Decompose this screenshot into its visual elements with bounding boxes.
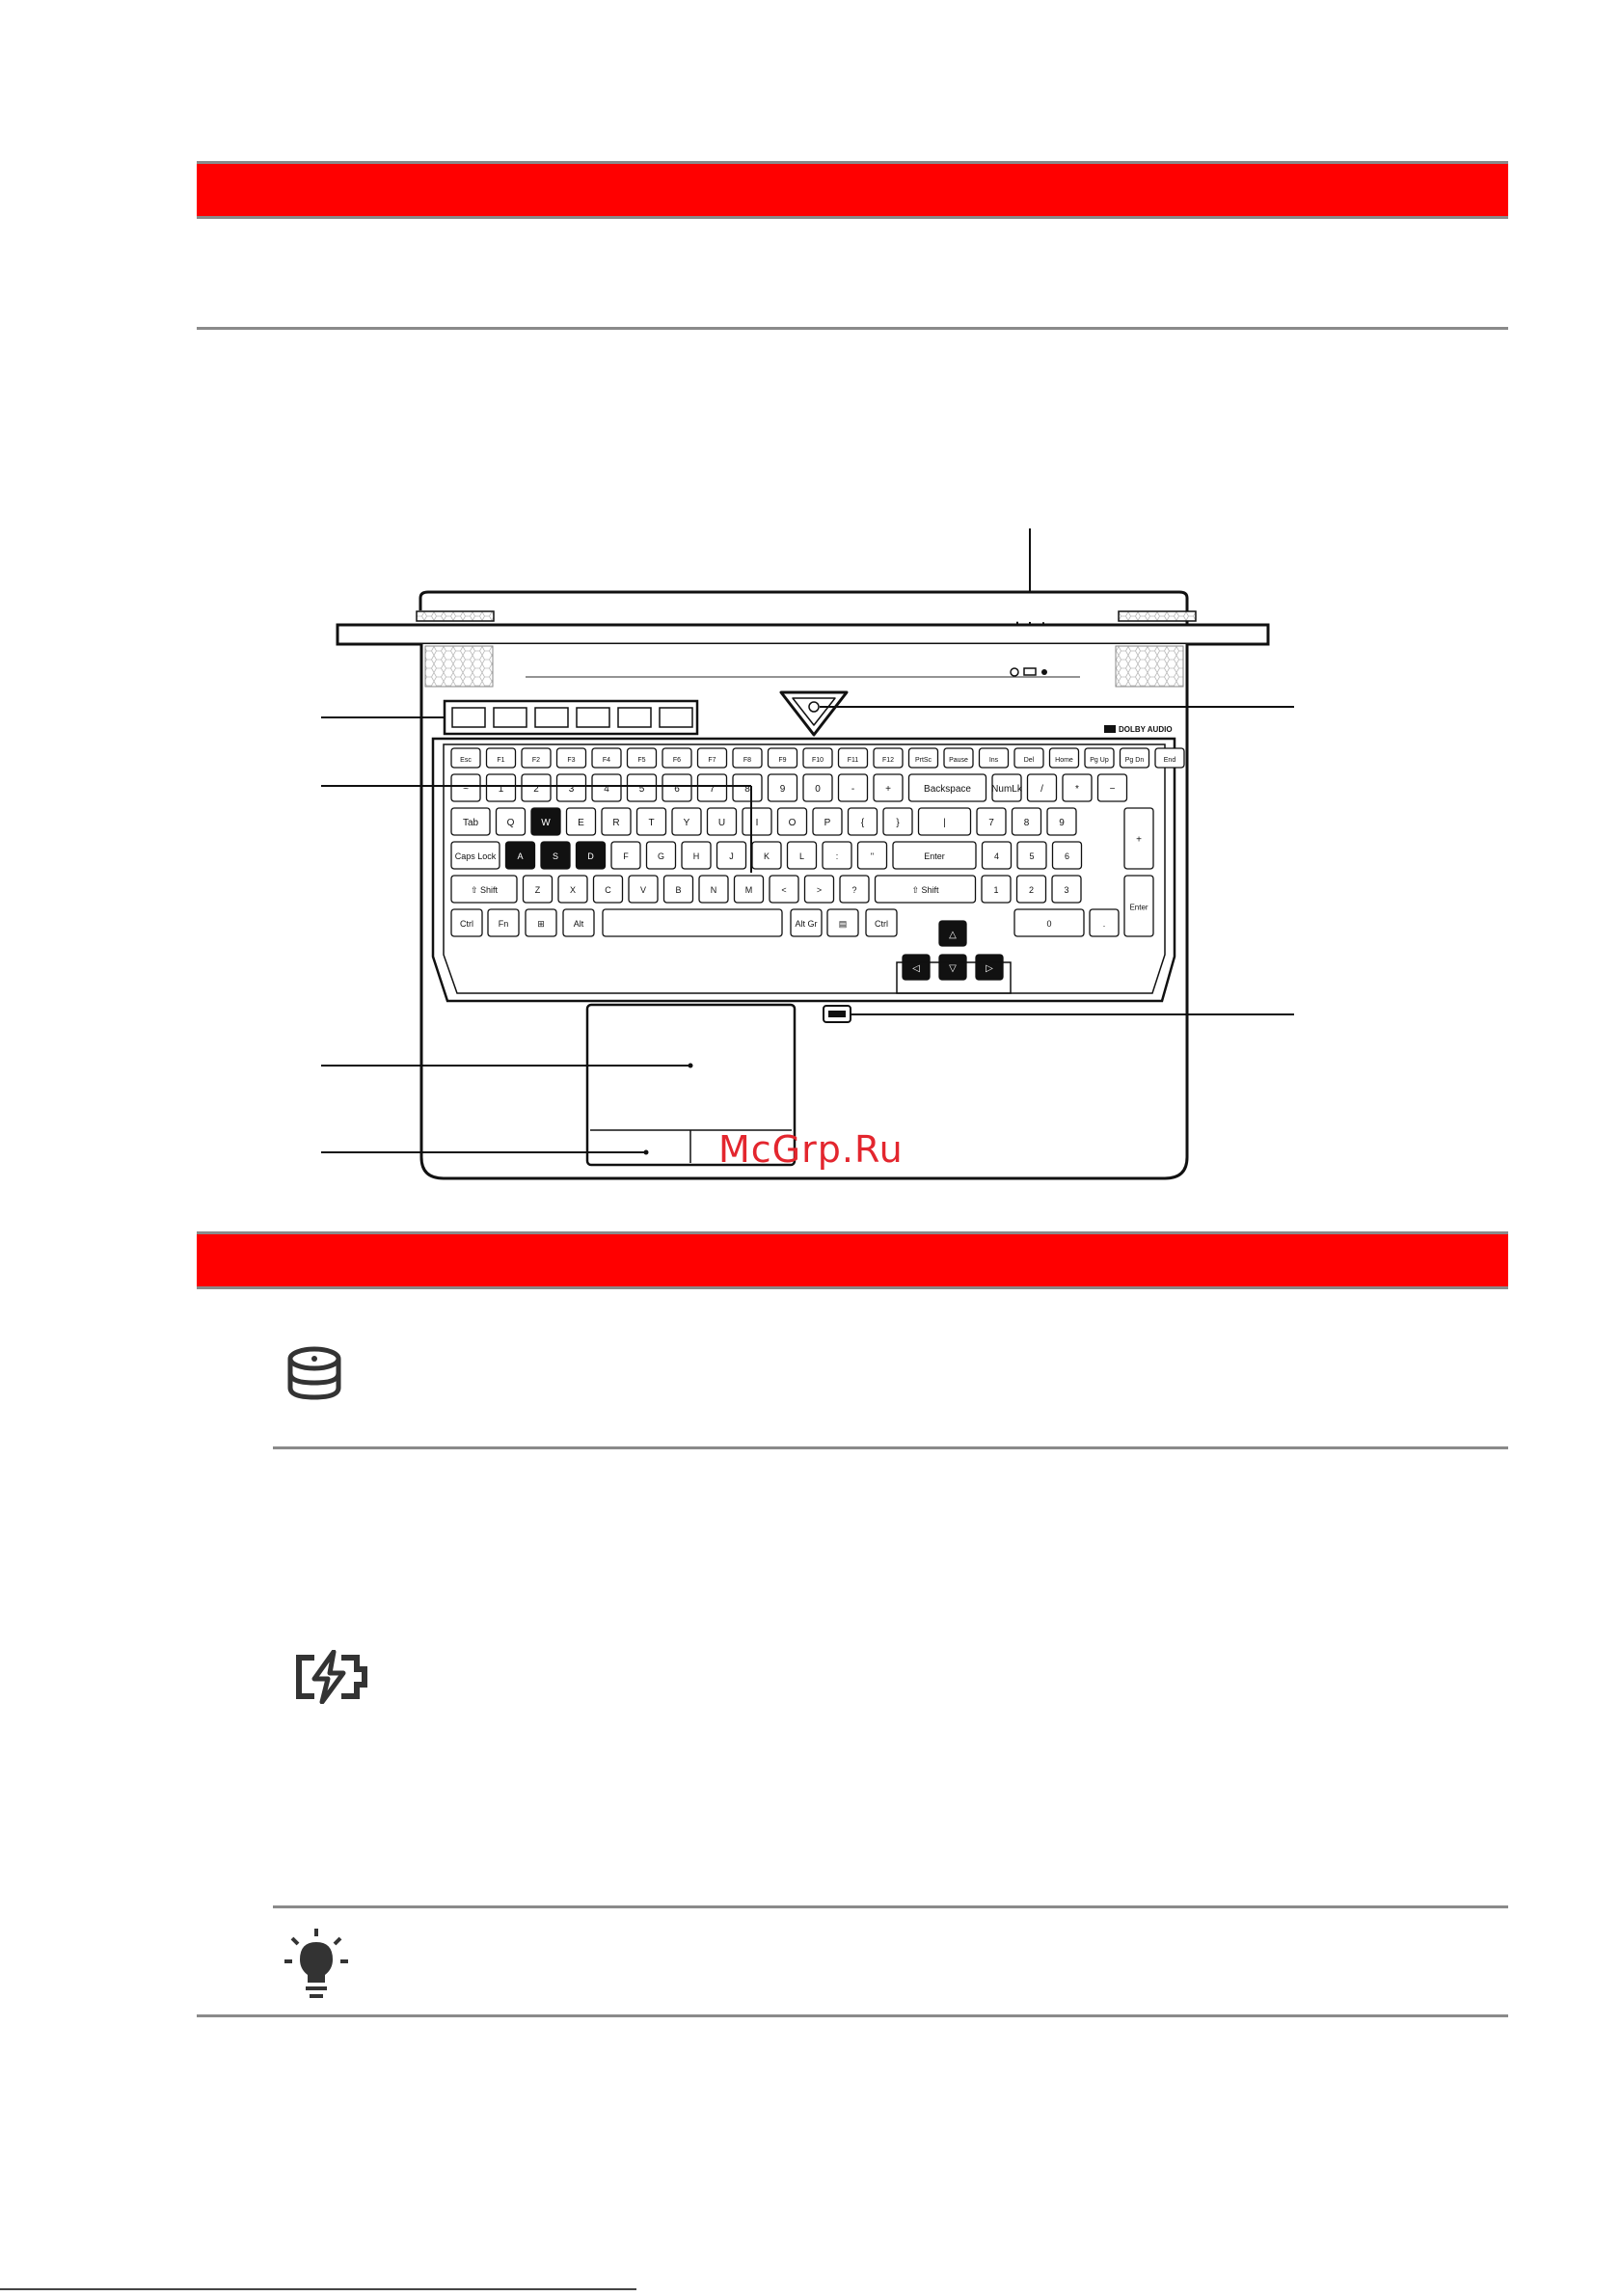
- key-label: ◁: [912, 963, 920, 974]
- key-label: F4: [602, 757, 611, 764]
- key-label: End: [1163, 757, 1176, 764]
- key-label: F2: [531, 757, 541, 764]
- key-label: W: [541, 818, 551, 828]
- key-label: 0: [815, 784, 821, 795]
- key-label: Backspace: [924, 784, 971, 795]
- key-label: F: [623, 851, 629, 861]
- key-label: E: [578, 818, 584, 828]
- key-label: N: [710, 885, 717, 895]
- key-label: Enter: [1129, 903, 1148, 912]
- key-label: 7: [988, 818, 994, 828]
- key-label: *: [1075, 784, 1079, 795]
- key-label: F11: [847, 757, 859, 764]
- key-label: K: [763, 851, 770, 861]
- key-label: F8: [743, 757, 752, 764]
- key-label: ⇧ Shift: [470, 885, 499, 895]
- key-label: S: [552, 851, 559, 861]
- key-label: ": [870, 851, 875, 861]
- key-label: Z: [534, 885, 541, 895]
- key-label: +: [885, 784, 891, 795]
- key-label: /: [1040, 784, 1043, 795]
- key-label: Ctrl: [875, 919, 888, 929]
- key-label: 8: [1023, 818, 1030, 828]
- key-label: Esc: [460, 757, 472, 764]
- key-label: 4: [993, 851, 1000, 861]
- key-label: ▤: [838, 919, 848, 929]
- key-label: B: [675, 885, 682, 895]
- key-label: Ins: [988, 757, 999, 764]
- key-label: 1: [498, 784, 504, 795]
- key-label: F5: [637, 757, 646, 764]
- battery-charging-icon: [293, 1650, 370, 1704]
- key-label: 6: [1064, 851, 1070, 861]
- key-label: J: [729, 851, 734, 861]
- key-label: 3: [1064, 885, 1069, 895]
- key-label: R: [612, 818, 620, 828]
- key-label: F6: [672, 757, 682, 764]
- key-label: P: [824, 818, 831, 828]
- speaker-grille-right: [1116, 646, 1183, 687]
- key-label: >: [816, 885, 823, 895]
- hdd-icon: [284, 1345, 345, 1403]
- key-label: 5: [1029, 851, 1035, 861]
- key-label: ⇧ Shift: [911, 885, 939, 895]
- key-label: ⊞: [537, 919, 545, 929]
- key-label: 6: [674, 784, 680, 795]
- key-label: Y: [683, 818, 690, 828]
- key-label: 3: [568, 784, 575, 795]
- key-label: Home: [1055, 757, 1073, 764]
- key-label: Caps Lock: [454, 851, 497, 861]
- key-label: G: [657, 851, 665, 861]
- key-label: 9: [1059, 818, 1065, 828]
- key-label: F9: [778, 757, 787, 764]
- key-label: 0: [1046, 919, 1052, 929]
- watermark: McGrp.Ru: [718, 1128, 904, 1171]
- key-label: 4: [604, 784, 609, 795]
- key-label: A: [517, 851, 524, 861]
- key-label: 5: [638, 784, 645, 795]
- key-label: ?: [851, 885, 857, 895]
- key-label: :: [835, 851, 839, 861]
- key-label: Enter: [924, 851, 945, 861]
- key-label: X: [569, 885, 577, 895]
- key-label: H: [692, 851, 700, 861]
- lid-hinge-bar: [338, 625, 1268, 644]
- lightbulb-icon: [283, 1927, 350, 2002]
- key-label: −: [1109, 784, 1116, 795]
- key-label: F3: [567, 757, 576, 764]
- key-label: V: [639, 885, 647, 895]
- key-label: T: [648, 818, 655, 828]
- key-label: Ctrl: [460, 919, 473, 929]
- key-label: F10: [811, 757, 824, 764]
- section-header-bar-middle: [197, 1231, 1508, 1289]
- speaker-grille-left: [425, 646, 493, 687]
- section-rule-bottom: [197, 2014, 1508, 2017]
- key-label: Pg Dn: [1124, 757, 1145, 764]
- footer-rule: [0, 2288, 636, 2290]
- key-label: Tab: [462, 818, 479, 828]
- key-label: Pause: [949, 757, 968, 764]
- key-label: Fn: [498, 919, 509, 929]
- key-label: F1: [497, 757, 505, 764]
- lid-back: [420, 592, 1187, 625]
- key-label: F7: [708, 757, 716, 764]
- key-label: ▽: [949, 963, 957, 974]
- key-label: F12: [881, 757, 895, 764]
- key-label: NumLk: [991, 784, 1022, 795]
- hdd-indicator: [1041, 669, 1047, 675]
- key-label: ~: [463, 784, 469, 795]
- key-label: U: [717, 818, 726, 828]
- section-rule-hdd: [273, 1446, 1508, 1449]
- key-label: +: [1136, 834, 1142, 846]
- key-label: 9: [779, 784, 786, 795]
- key-label: I: [755, 818, 759, 828]
- key-label: 2: [533, 784, 539, 795]
- key-label: Del: [1023, 757, 1035, 764]
- key-label: ▷: [986, 963, 993, 974]
- key-label: }: [896, 818, 900, 828]
- key-label: Pg Up: [1090, 757, 1109, 764]
- key-label: 1: [993, 885, 999, 895]
- key-label: C: [605, 885, 611, 895]
- key-label: Q: [506, 818, 515, 828]
- key-label: {: [860, 818, 865, 828]
- key-label: PrtSc: [914, 757, 932, 764]
- section-rule-battery: [273, 1905, 1508, 1908]
- dolby-logo-text: DOLBY AUDIO: [1119, 725, 1173, 734]
- key-label: Alt Gr: [795, 919, 818, 929]
- key-label: <: [781, 885, 787, 895]
- key-label: M: [744, 885, 753, 895]
- key-label: D: [587, 851, 594, 861]
- key: [603, 909, 782, 936]
- key-label: |: [943, 818, 946, 828]
- key-label: L: [798, 851, 805, 861]
- key-label: 7: [709, 784, 716, 795]
- key-label: -: [851, 784, 855, 795]
- key-label: .: [1102, 919, 1106, 929]
- key-label: Alt: [573, 919, 584, 929]
- key-label: 2: [1028, 885, 1035, 895]
- key-label: 8: [744, 784, 750, 795]
- key-label: △: [949, 930, 957, 940]
- key-label: O: [788, 818, 797, 828]
